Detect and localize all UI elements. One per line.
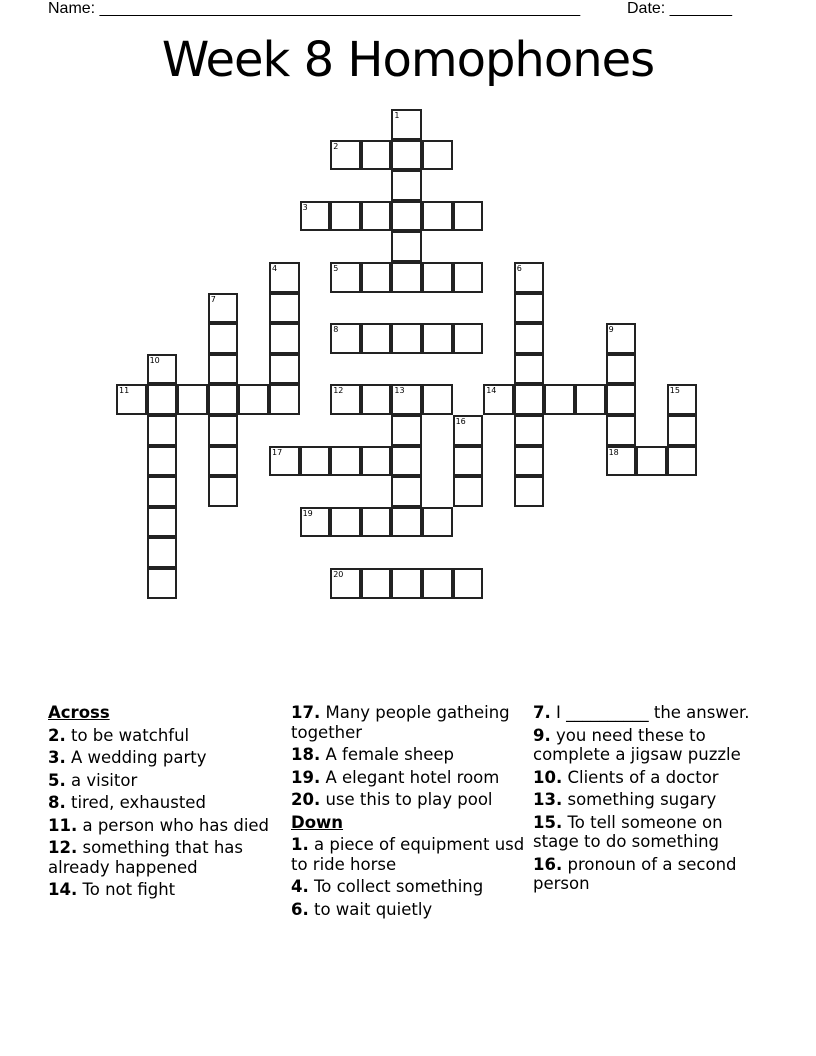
grid-cell[interactable] (361, 140, 392, 171)
grid-cell[interactable] (391, 384, 422, 415)
grid-cell[interactable] (483, 384, 514, 415)
clue-number: 5 (333, 264, 339, 273)
grid-cell[interactable] (667, 415, 698, 446)
grid-cell[interactable] (514, 415, 545, 446)
grid-cell[interactable] (391, 201, 422, 232)
grid-cell[interactable] (269, 446, 300, 477)
grid-cell[interactable] (391, 323, 422, 354)
grid-cell[interactable] (147, 415, 178, 446)
clue-number: 2 (333, 141, 339, 151)
clue-number: 1 (394, 111, 400, 120)
clue-number: 15 (669, 386, 680, 396)
grid-cell[interactable] (606, 384, 637, 415)
clue-number: 3 (302, 202, 308, 212)
clue-down-7: 7. I __________ the answer. (533, 703, 750, 722)
grid-cell[interactable] (269, 323, 300, 354)
grid-cell[interactable] (330, 201, 361, 232)
grid-cell[interactable] (453, 476, 484, 507)
grid-cell[interactable] (330, 507, 361, 538)
grid-cell[interactable] (147, 354, 178, 385)
grid-cell[interactable] (147, 384, 178, 415)
clue-number: 4 (272, 264, 278, 273)
page-title: Week 8 Homophones (161, 32, 655, 88)
grid-cell[interactable] (361, 384, 392, 415)
grid-cell[interactable] (422, 323, 453, 354)
grid-cell[interactable] (514, 354, 545, 385)
grid-cell[interactable] (391, 568, 422, 599)
across-heading: Across (48, 703, 110, 722)
grid-cell[interactable] (300, 507, 331, 538)
grid-cell[interactable] (422, 262, 453, 293)
grid-cell[interactable] (422, 507, 453, 538)
grid-cell[interactable] (422, 384, 453, 415)
down-heading: Down (291, 812, 344, 832)
grid-cell[interactable] (422, 568, 453, 599)
grid-cell[interactable] (514, 446, 545, 477)
grid-cell[interactable] (667, 446, 698, 477)
grid-cell[interactable] (514, 323, 545, 354)
clue-number: 8 (333, 325, 339, 335)
grid-cell[interactable] (330, 384, 361, 415)
grid-cell[interactable] (147, 568, 178, 599)
grid-cell[interactable] (116, 384, 147, 415)
grid-cell[interactable] (606, 446, 637, 477)
grid-cell[interactable] (514, 476, 545, 507)
clue-number: 6 (516, 264, 522, 273)
clue-across-14: 14. To not fight (48, 880, 176, 899)
grid-cell[interactable] (269, 293, 300, 324)
grid-cell[interactable] (453, 446, 484, 477)
grid-cell[interactable] (361, 446, 392, 477)
grid-cell[interactable] (391, 231, 422, 262)
clue-across-18: 18. A female sheep (291, 745, 454, 764)
clue-number: 12 (333, 386, 344, 396)
grid-cell[interactable] (361, 507, 392, 538)
clue-down-1: 1. a piece of equipment usd to ride horse (291, 835, 525, 874)
grid-cell[interactable] (208, 384, 239, 415)
clue-across-19: 19. A elegant hotel room (291, 767, 500, 787)
clue-down-13: 13. something sugary (533, 790, 717, 809)
grid-cell[interactable] (391, 170, 422, 201)
grid-cell[interactable] (330, 446, 361, 477)
clue-number: 14 (486, 386, 497, 396)
grid-cell[interactable] (391, 262, 422, 293)
grid-cell[interactable] (361, 568, 392, 599)
name-field-label: Name: ______________________________________________________ (48, 0, 581, 17)
grid-cell[interactable] (391, 476, 422, 507)
clue-number: 16 (455, 417, 466, 426)
grid-cell[interactable] (575, 384, 606, 415)
grid-cell[interactable] (208, 476, 239, 507)
grid-cell[interactable] (330, 323, 361, 354)
grid-cell[interactable] (453, 262, 484, 293)
grid-cell[interactable] (453, 415, 484, 446)
clue-number: 20 (333, 570, 344, 579)
grid-cell[interactable] (606, 323, 637, 354)
grid-cell[interactable] (147, 537, 178, 568)
clue-number: 11 (119, 386, 130, 396)
clue-number: 9 (608, 325, 614, 335)
clues-column-1 (48, 703, 283, 903)
clue-down-6: 6. to wait quietly (291, 899, 433, 919)
clue-number: 19 (302, 508, 313, 518)
grid-cell[interactable] (330, 568, 361, 599)
date-field-label: Date: _______ (627, 0, 732, 17)
grid-cell[interactable] (514, 262, 545, 293)
grid-cell[interactable] (300, 201, 331, 232)
grid-cell[interactable] (147, 476, 178, 507)
clue-down-16: 16. pronoun of a second person (533, 854, 737, 893)
grid-cell[interactable] (177, 384, 208, 415)
grid-cell[interactable] (300, 446, 331, 477)
grid-cell[interactable] (330, 262, 361, 293)
grid-cell[interactable] (238, 384, 269, 415)
grid-cell[interactable] (606, 354, 637, 385)
grid-cell[interactable] (606, 415, 637, 446)
grid-cell[interactable] (147, 507, 178, 538)
grid-cell[interactable] (147, 446, 178, 477)
clue-number: 18 (608, 447, 619, 457)
grid-cell[interactable] (636, 446, 667, 477)
clue-down-4: 4. To collect something (291, 877, 484, 896)
grid-cell[interactable] (208, 354, 239, 385)
clue-across-8: 8. tired, exhausted (48, 793, 206, 812)
grid-cell[interactable] (208, 415, 239, 446)
grid-cell[interactable] (269, 384, 300, 415)
grid-cell[interactable] (391, 507, 422, 538)
clue-across-17: 17. Many people gatheing together (291, 703, 510, 742)
clue-across-3: 3. A wedding party (48, 748, 207, 767)
grid-cell[interactable] (361, 262, 392, 293)
grid-cell[interactable] (453, 201, 484, 232)
clue-number: 13 (394, 386, 405, 396)
grid-cell[interactable] (453, 323, 484, 354)
clue-number: 10 (149, 355, 160, 365)
grid-cell[interactable] (361, 323, 392, 354)
clue-across-11: 11. a person who has died (48, 815, 270, 835)
clue-across-2: 2. to be watchful (48, 725, 190, 745)
clues-column-3 (533, 703, 768, 897)
clue-down-15: 15. To tell someone on stage to do something (533, 812, 723, 851)
clue-across-12: 12. something that has already happened (48, 838, 243, 877)
clue-number: 17 (272, 447, 283, 457)
grid-cell[interactable] (544, 384, 575, 415)
grid-cell[interactable] (269, 354, 300, 385)
grid-cell[interactable] (330, 140, 361, 171)
grid-cell[interactable] (361, 201, 392, 232)
clue-number: 7 (210, 294, 216, 304)
grid-cell[interactable] (208, 323, 239, 354)
clue-down-10: 10. Clients of a doctor (533, 767, 719, 787)
clue-across-5: 5. a visitor (48, 770, 138, 790)
clues-column-2 (291, 703, 526, 922)
grid-cell[interactable] (391, 140, 422, 171)
grid-cell[interactable] (422, 140, 453, 171)
grid-cell[interactable] (422, 201, 453, 232)
grid-cell[interactable] (208, 446, 239, 477)
clue-down-9: 9. you need these to complete a jigsaw puzzle (533, 725, 741, 764)
grid-cell[interactable] (453, 568, 484, 599)
grid-cell[interactable] (391, 415, 422, 446)
grid-cell[interactable] (208, 293, 239, 324)
grid-cell[interactable] (514, 384, 545, 415)
grid-cell[interactable] (514, 293, 545, 324)
grid-cell[interactable] (667, 384, 698, 415)
grid-cell[interactable] (391, 109, 422, 140)
grid-cell[interactable] (391, 446, 422, 477)
grid-cell[interactable] (269, 262, 300, 293)
clue-across-20: 20. use this to play pool (291, 790, 493, 809)
